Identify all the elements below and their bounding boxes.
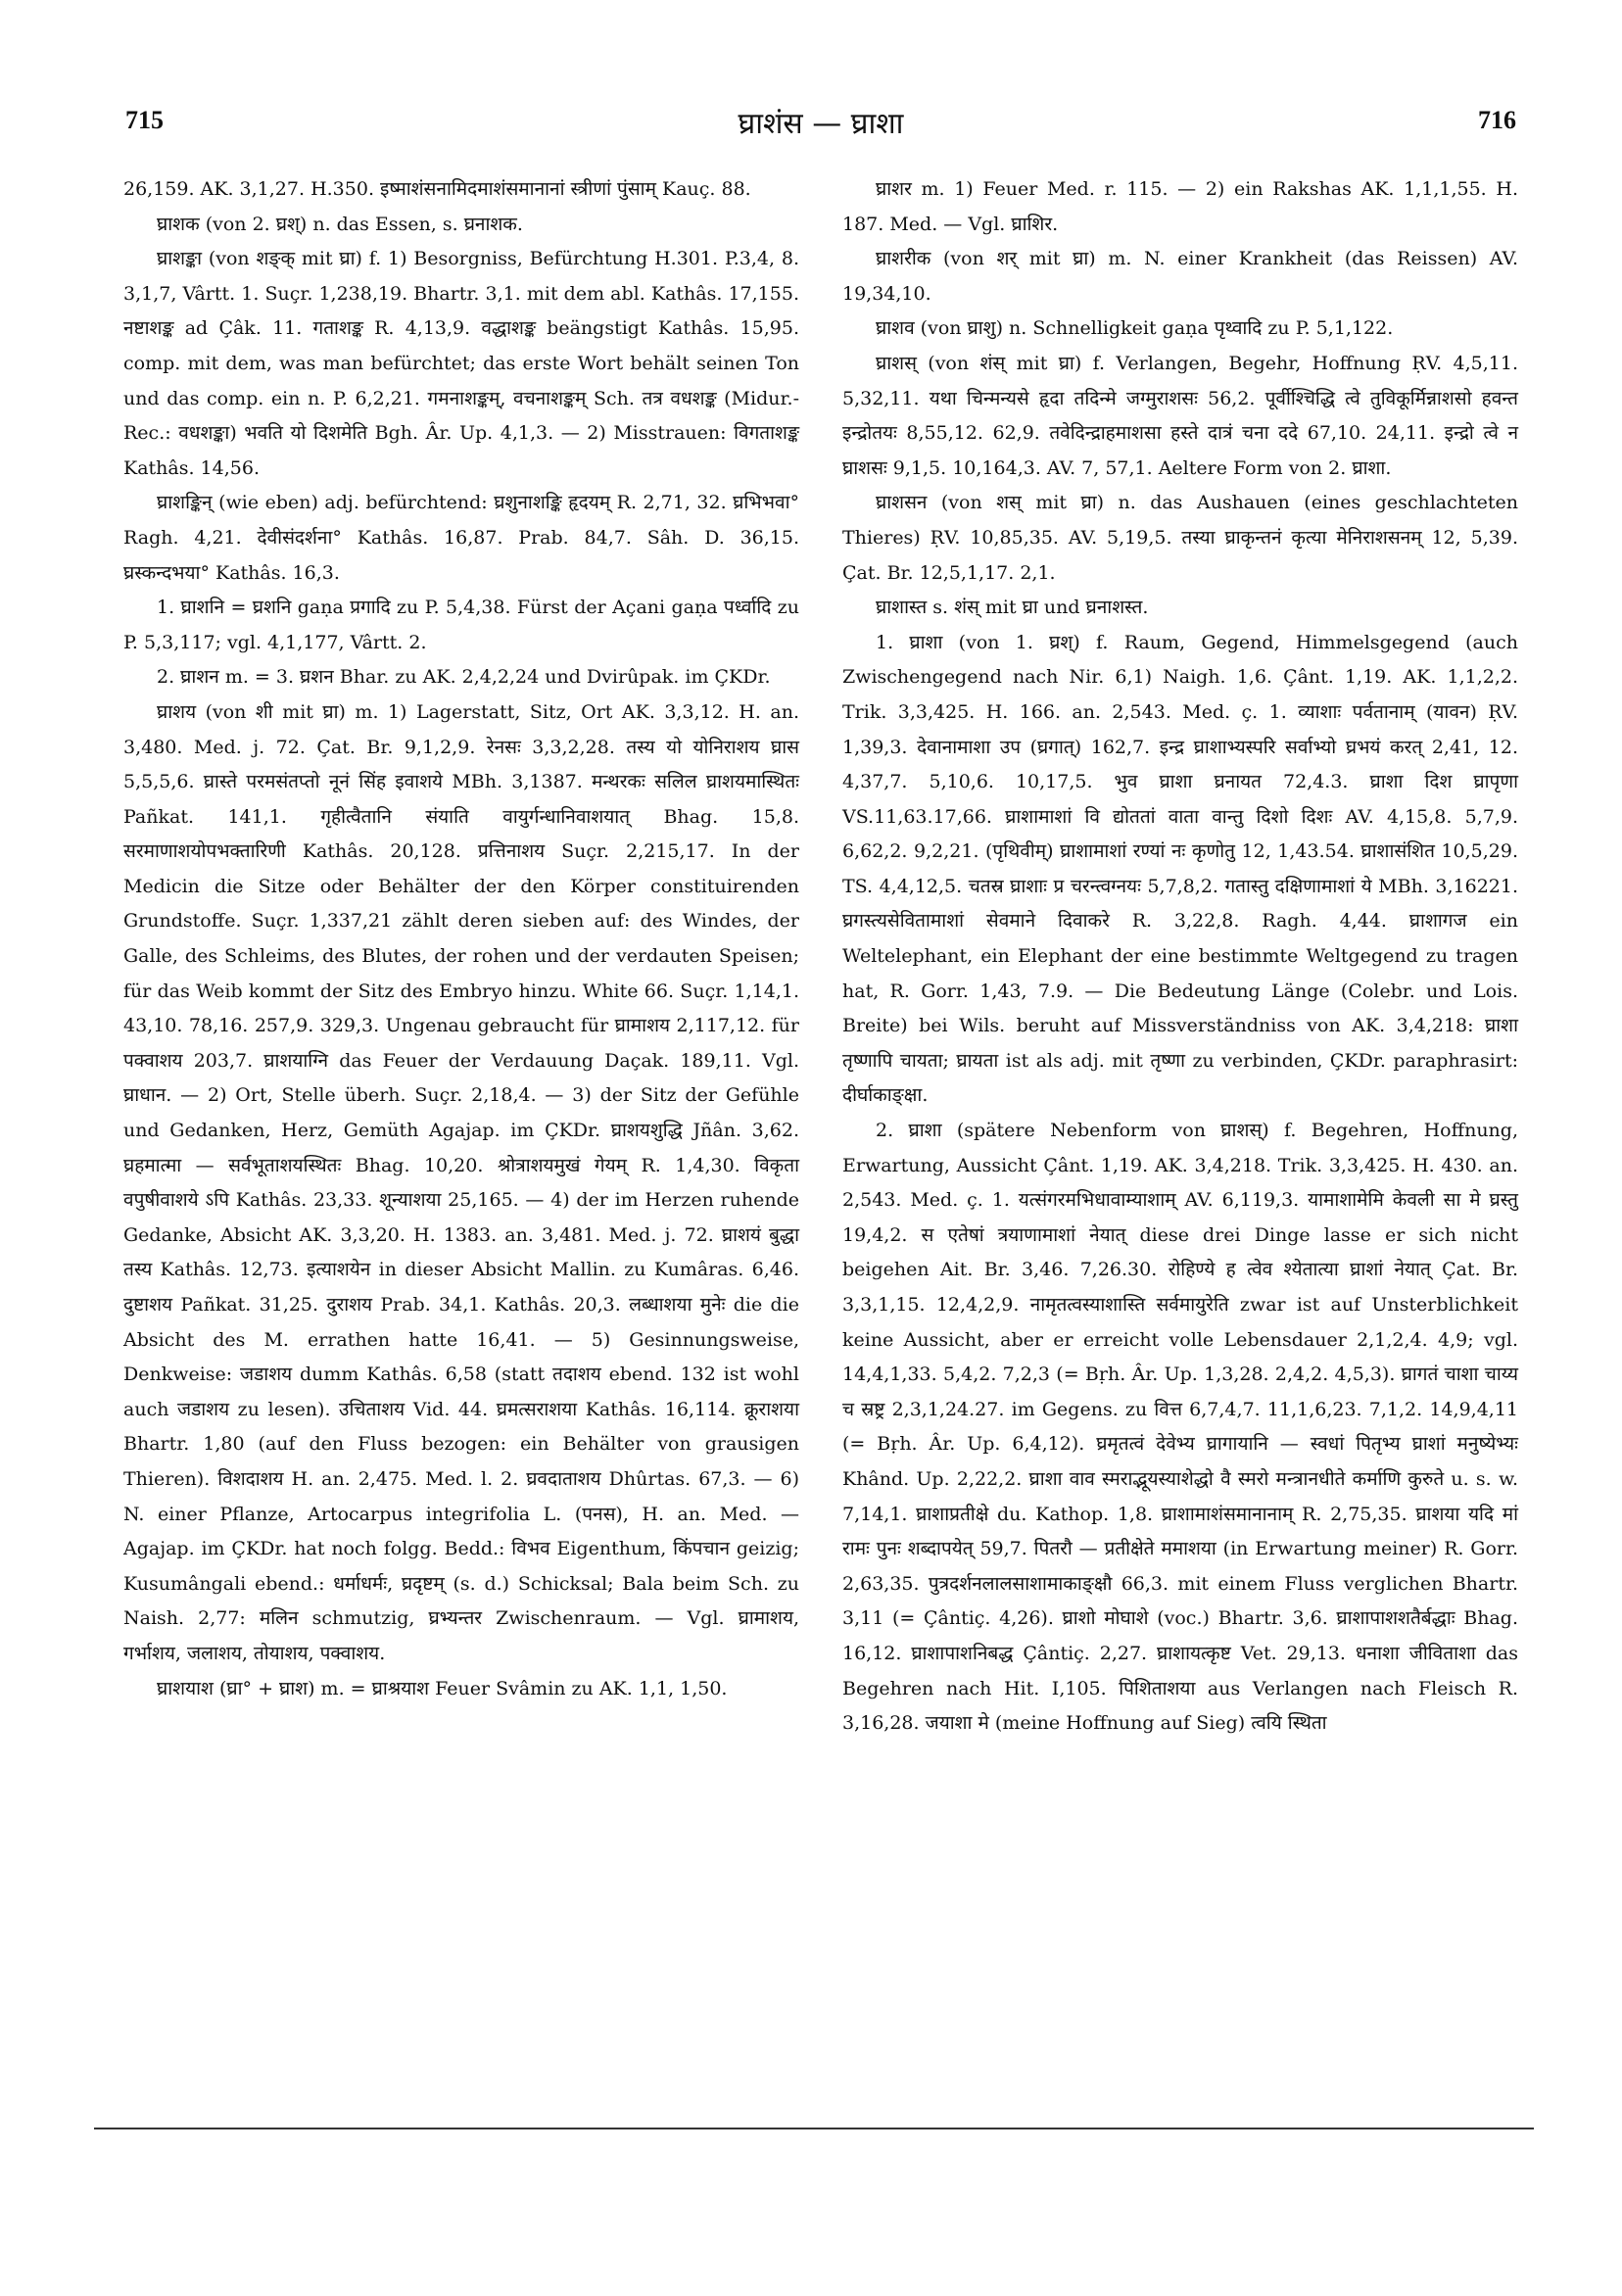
entry-continuation: 26,159. AK. 3,1,27. H.350. इष्माशंसनामिदमाशंसमानानां स्त्रीणां पुंसाम् Kauç. 88.	[123, 178, 751, 200]
entry-ashani-1: 1. घ्राशनि = घ्रशनि gaṇa प्रगादि zu P. 5,4,38. Fürst der Açani gaṇa पर्ध्वादि zu P. 5,3,117; vgl. 4,1,177, Vârtt. 2.	[123, 597, 799, 653]
entry-ashaka: घ्राशक (von 2. घ्रश्) n. das Essen, s. घ्रनाशक.	[157, 213, 523, 235]
page-number-left: 715	[125, 106, 164, 134]
page-header	[125, 106, 1516, 145]
right-column	[842, 172, 1518, 1742]
entry-ashaya: घ्राशय (von शी mit घ्रा) m. 1) Lagerstatt, Sitz, Ort AK. 3,3,12. H. an. 3,480. Med. j. 72. Çat. Br. 9,1,2,9. रेनसः 3,3,2,28. तस्य यो योनिराशय घ्रास 5,5,5,6. घ्रास्ते परमसंतप्तो नूनं सिंह इवाशये MBh. 3,1387. मन्थरकः सलिल घ्राशयमास्थितः Pañkat. 141,1. गृहीत्वैतानि संयाति वायुर्गन्धानिवाशयात् Bhag. 15,8. सरमाणाशयोपभक्तारिणी Kathâs. 20,128. प्रत्तिनाशय Suçr. 2,215,17. In der Medicin die Sitze oder Behälter der den Körper constituirenden Grundstoffe. Suçr. 1,337,21 zählt deren sieben auf: des Windes, der Galle, des Schleims, des Blutes, der rohen und der verdauten Speisen; für das Weib kommt der Sitz des Embryo hinzu. White 66. Suçr. 1,14,1. 43,10. 78,16. 257,9. 329,3. Ungenau gebraucht für घ्रामाशय 2,117,12. für पक्वाशय 203,7. घ्राशयाग्नि das Feuer der Verdauung Daçak. 189,11. Vgl. घ्राधान. — 2) Ort, Stelle überh. Suçr. 2,18,4. — 3) der Sitz der Gefühle und Gedanken, Herz, Gemüth Agajap. im ÇKDr. घ्राशयशुद्धि Jñân. 3,62. घ्रहमात्मा — सर्वभूताशयस्थितः Bhag. 10,20. श्रोत्राशयमुखं गेयम् R. 1,4,30. विकृता वपुषीवाशये ऽपि Kathâs. 23,33. शून्याशया 25,165. — 4) der im Herzen ruhende Gedanke, Absicht AK. 3,3,20. H. 1383. an. 3,481. Med. j. 72. घ्राशयं बुद्धा तस्य Kathâs. 12,73. इत्याशयेन in dieser Absicht Mallin. zu Kumâras. 6,46. दुष्टाशय Pañkat. 31,25. दुराशय Prab. 34,1. Kathâs. 20,3. लब्धाशया मुनेः die die Absicht des M. errathen hatte 16,41. — 5) Gesinnungsweise, Denkweise: जडाशय dumm Kathâs. 6,58 (statt तदाशय ebend. 132 ist wohl auch जडाशय zu lesen). उचिताशय Vid. 44. घ्रमत्सराशया Kathâs. 16,114. क्रूराशया Bhartr. 1,80 (auf den Fluss bezogen: ein Behälter von grausigen Thieren). विशदाशय H. an. 2,475. Med. l. 2. घ्रवदाताशय Dhûrtas. 67,3. — 6) N. einer Pflanze, Artocarpus integrifolia L. (पनस), H. an. Med. — Agajap. im ÇKDr. hat noch folgg. Bedd.: विभव Eigenthum, किंपचान geizig; Kusumângali ebend.: धर्माधर्मः, घ्रदृष्टम् (s. d.) Schicksal; Bala beim Sch. zu Naish. 2,77: मलिन schmutzig, घ्रभ्यन्तर Zwischenraum. — Vgl. घ्रामाशय, गर्भाशय, जलाशय, तोयाशय, पक्वाशय.	[123, 700, 799, 1664]
entry-ashana-2: 2. घ्राशन m. = 3. घ्रशन Bhar. zu AK. 2,4,2,24 und Dvirûpak. im ÇKDr.	[157, 666, 771, 689]
running-head: घ्राशंस — घ्राशा	[738, 107, 904, 141]
entry-asha-1: 1. घ्राशा (von 1. घ्रश्) f. Raum, Gegend, Himmelsgegend (auch Zwischengegend nach Nir. 6,1) Naigh. 1,6. Çânt. 1,19. AK. 1,1,2,2. Trik. 3,3,425. H. 166. an. 2,543. Med. ç. 1. व्याशाः पर्वतानाम् (यावन) ṚV. 1,39,3. देवानामाशा उप (घ्रगात्) 162,7. इन्द्र घ्राशाभ्यस्परि सर्वाभ्यो घ्रभयं करत् 2,41, 12. 4,37,7. 5,10,6. 10,17,5. भुव घ्राशा घ्रनायत 72,4.3. घ्राशा दिश घ्रापृणा VS.11,63.17,66. घ्राशामाशां वि द्योततां वाता वान्तु दिशो दिशः AV. 4,15,8. 5,7,9. 6,62,2. 9,2,21. (पृथिवीम्) घ्राशामाशां रण्यां नः कृणोतु 12, 1,43.54. घ्राशासंशित 10,5,29. TS. 4,4,12,5. चतस्र घ्राशाः प्र चरन्त्वग्नयः 5,7,8,2. गतास्तु दक्षिणामाशां ये MBh. 3,16221. घ्रगस्त्यसेवितामाशां सेवमाने दिवाकरे R. 3,22,8. Ragh. 4,44. घ्राशागज ein Weltelephant, ein Elephant der eine bestimmte Weltgegend zu tragen hat, R. Gorr. 1,43, 7.9. — Die Bedeutung Länge (Colebr. und Lois. Breite) bei Wils. beruht auf Missverständniss von AK. 3,4,218: घ्राशा तृष्णापि चायता; घ्रायता ist als adj. mit तृष्णा zu verbinden, ÇKDr. paraphrasirt: दीर्घाकाङ्क्षा.	[842, 631, 1518, 1107]
entry-asha-2: 2. घ्राशा (spätere Nebenform von घ्राशस्) f. Begehren, Hoffnung, Erwartung, Aussicht Çânt. 1,19. AK. 3,4,218. Trik. 3,3,425. H. 430. an. 2,543. Med. ç. 1. यत्संगरमभिधावाम्याशाम् AV. 6,119,3. यामाशामेमि केवली सा मे घ्रस्तु 19,4,2. स एतेषां त्रयाणामाशां नेयात् diese drei Dinge lasse er sich nicht beigehen Ait. Br. 3,46. 7,26.30. रोहिण्ये ह त्वेव श्येतात्या घ्राशां नेयात् Çat. Br. 3,3,1,15. 12,4,2,9. नामृतत्वस्याशास्ति सर्वमायुरेति zwar ist auf Unsterblichkeit keine Aussicht, aber er erreicht volle Lebensdauer 2,1,2,4. 4,9; vgl. 14,4,1,33. 5,4,2. 7,2,3 (= Bṛh. Âr. Up. 1,3,28. 2,4,2. 4,5,3). घ्रागतं चाशा चाय्य च स्रष्ट्र 2,3,1,24.27. im Gegens. zu वित्त 6,7,4,7. 11,1,6,23. 7,1,2. 14,9,4,11 (= Bṛh. Âr. Up. 6,4,12). घ्रमृतत्वं देवेभ्य घ्रागायानि — स्वधां पितृभ्य घ्राशां मनुष्येभ्यः Khând. Up. 2,22,2. घ्राशा वाव स्मराद्भूयस्याशेद्धो वै स्मरो मन्त्रानधीते कर्माणि कुरुते u. s. w. 7,14,1. घ्राशाप्रतीक्षे du. Kathop. 1,8. घ्राशामाशंसमानानाम् R. 2,75,35. घ्राशया यदि मां रामः पुनः शब्दापयेत् 59,7. पितरौ — प्रतीक्षेते ममाशया (in Erwartung meiner) R. Gorr. 2,63,35. पुत्रदर्शनलालसाशामाकाङ्क्षौ 66,3. mit einem Fluss verglichen Bhartr. 3,11 (= Çântiç. 4,26). घ्राशो मोघाशे (voc.) Bhartr. 3,6. घ्राशापाशशतैर्बद्धाः Bhag. 16,12. घ्राशापाशनिबद्ध Çântiç. 2,27. घ्राशायत्कृष्ट Vet. 29,13. धनाशा जीविताशा das Begehren nach Hit. I,105. पिशिताशया aus Verlangen nach Fleisch R. 3,16,28. जयाशा मे (meine Hoffnung auf Sieg) त्वयि स्थिता	[842, 1120, 1518, 1735]
page-number-right: 716	[1478, 106, 1516, 134]
entry-ashayasha: घ्राशयाश (घ्रा° + घ्राश) m. = घ्राश्रयाश Feuer Svâmin zu AK. 1,1, 1,50.	[157, 1677, 728, 1699]
entry-ashasana: घ्राशसन (von शस् mit घ्रा) n. das Aushauen (eines geschlachteten Thieres) ṚV. 10,85,35. AV. 5,19,5. तस्या घ्राकृन्तनं कृत्या मेनिराशसनम् 12, 5,39. Çat. Br. 12,5,1,17. 2,1.	[842, 492, 1518, 584]
entry-ashanka: घ्राशङ्का (von शङ्क् mit घ्रा) f. 1) Besorgniss, Befürchtung H.301. P.3,4, 8. 3,1,7, Vârtt. 1. Suçr. 1,238,19. Bhartr. 3,1. mit dem abl. Kathâs. 17,155. नष्टाशङ्क ad Çâk. 11. गताशङ्क R. 4,13,9. वद्धाशङ्क beängstigt Kathâs. 15,95. comp. mit dem, was man befürchtet; das erste Wort behält seinen Ton und das comp. ein n. P. 6,2,21. गमनाशङ्कम्, वचनाशङ्कम् Sch. तत्र वधशङ्क (Midur.-Rec.: वधशङ्का) भवति यो दिशमेति Bgh. Âr. Up. 4,1,3. — 2) Misstrauen: विगताशङ्क Kathâs. 14,56.	[123, 248, 799, 479]
entry-ashankin: घ्राशङ्किन् (wie eben) adj. befürchtend: घ्रशुनाशङ्कि हृदयम् R. 2,71, 32. घ्रभिभवा° Ragh. 4,21. देवीसंदर्शना° Kathâs. 16,87. Prab. 84,7. Sâh. D. 36,15. घ्रस्कन्दभया° Kathâs. 16,3.	[123, 492, 799, 584]
entry-ashava: घ्राशव (von घ्राशु) n. Schnelligkeit gaṇa पृथ्वादि zu P. 5,1,122.	[876, 317, 1394, 340]
left-column	[123, 172, 799, 1706]
entry-ashasta: घ्राशास्त s. शंस् mit घ्रा und घ्रनाशस्त.	[876, 597, 1149, 619]
entry-ashara: घ्राशर m. 1) Feuer Med. r. 115. — 2) ein Rakshas AK. 1,1,1,55. H. 187. Med. — Vgl. घ्राशिर.	[842, 178, 1518, 235]
entry-asharika: घ्राशरीक (von शर् mit घ्रा) m. N. einer Krankheit (das Reissen) AV. 19,34,10.	[842, 248, 1518, 305]
entry-ashas: घ्राशस् (von शंस् mit घ्रा) f. Verlangen, Begehr, Hoffnung ṚV. 4,5,11. 5,32,11. यथा चिन्मन्यसे हृदा तदिन्मे जग्मुराशसः 56,2. पूर्वीश्चिद्धि त्वे तुविकूर्मिन्नाशसो हवन्त इन्द्रोतयः 8,55,12. 62,9. तवेदिन्द्राहमाशसा हस्ते दात्रं चना ददे 67,10. 24,11. इन्द्रो त्वे न घ्राशसः 9,1,5. 10,164,3. AV. 7, 57,1. Aeltere Form von 2. घ्राशा.	[842, 352, 1518, 479]
bottom-rule	[94, 2128, 1534, 2129]
